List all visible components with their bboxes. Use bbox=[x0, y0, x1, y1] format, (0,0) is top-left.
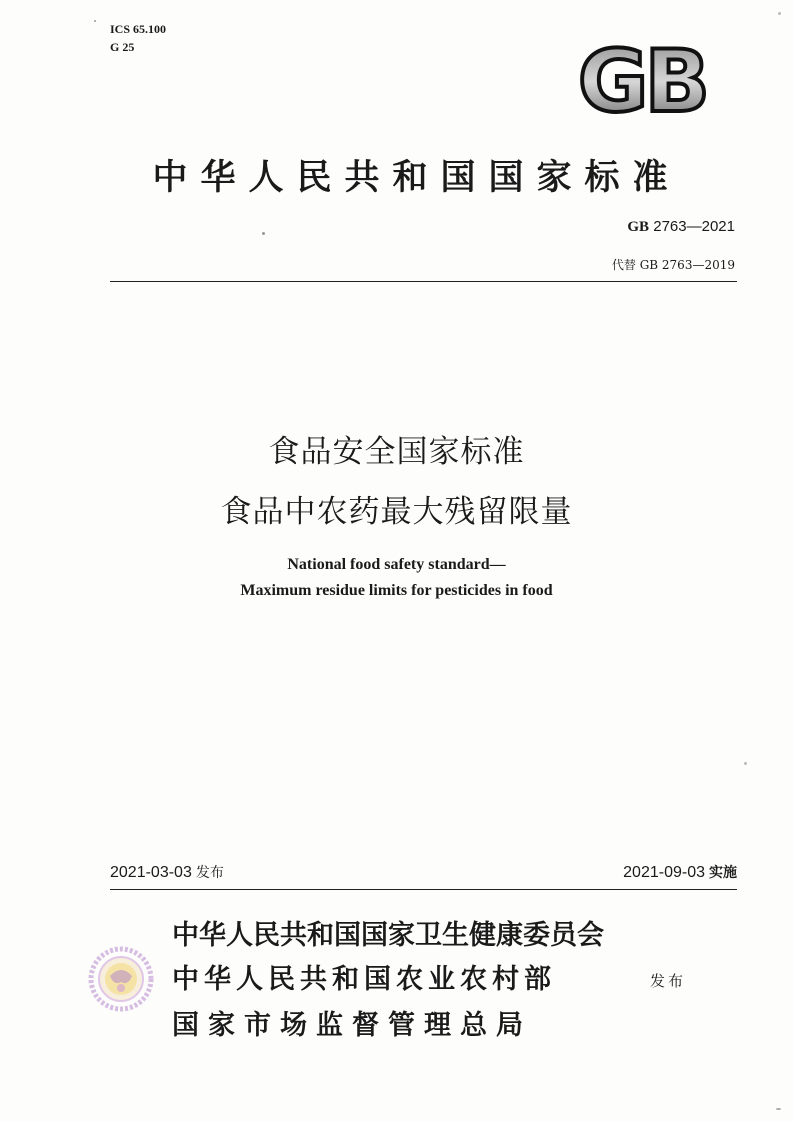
issuing-authority-market-regulation: 国家市场监督管理总局 bbox=[172, 1010, 532, 1041]
official-seal-emblem bbox=[88, 946, 154, 1012]
header-divider bbox=[110, 281, 737, 282]
replaces-standard: 代替 GB 2763—2019 bbox=[611, 258, 735, 272]
issuing-authority-health-commission: 中华人民共和国国家卫生健康委员会 bbox=[172, 920, 604, 951]
svg-text:GB: GB bbox=[577, 45, 707, 120]
issue-date-line bbox=[110, 862, 224, 882]
gb-logo bbox=[553, 45, 731, 120]
classification-code: G 25 bbox=[110, 40, 135, 54]
standard-number bbox=[627, 218, 735, 236]
scan-speck bbox=[778, 12, 781, 15]
scan-speck bbox=[94, 20, 96, 22]
standard-prefix: GB bbox=[627, 219, 650, 235]
title-chinese-line-1: 食品安全国家标准 bbox=[268, 434, 525, 470]
issue-label: 发布 bbox=[195, 865, 224, 881]
national-standard-heading: 中华人民共和国国家标准 bbox=[152, 158, 681, 198]
title-english-line-2: Maximum residue limits for pesticides in food bbox=[240, 582, 553, 599]
footer-divider bbox=[110, 889, 737, 890]
scan-speck bbox=[776, 1108, 781, 1110]
title-english-line-1: National food safety standard— bbox=[287, 556, 506, 573]
implementation-label: 实施 bbox=[709, 865, 737, 881]
implementation-date: 2021-09-03 bbox=[623, 864, 705, 881]
issued-by-label: 发布 bbox=[650, 972, 687, 990]
standard-number-value: 2763—2021 bbox=[653, 218, 735, 235]
title-chinese-line-2: 食品中农药最大残留限量 bbox=[220, 494, 573, 530]
issue-date: 2021-03-03 bbox=[110, 864, 192, 881]
scan-speck bbox=[744, 762, 747, 765]
issuing-authority-agriculture-ministry: 中华人民共和国农业农村部 bbox=[172, 964, 556, 995]
ics-code: ICS 65.100 bbox=[110, 22, 167, 36]
scan-speck bbox=[262, 232, 265, 235]
implementation-date-line bbox=[623, 862, 737, 882]
